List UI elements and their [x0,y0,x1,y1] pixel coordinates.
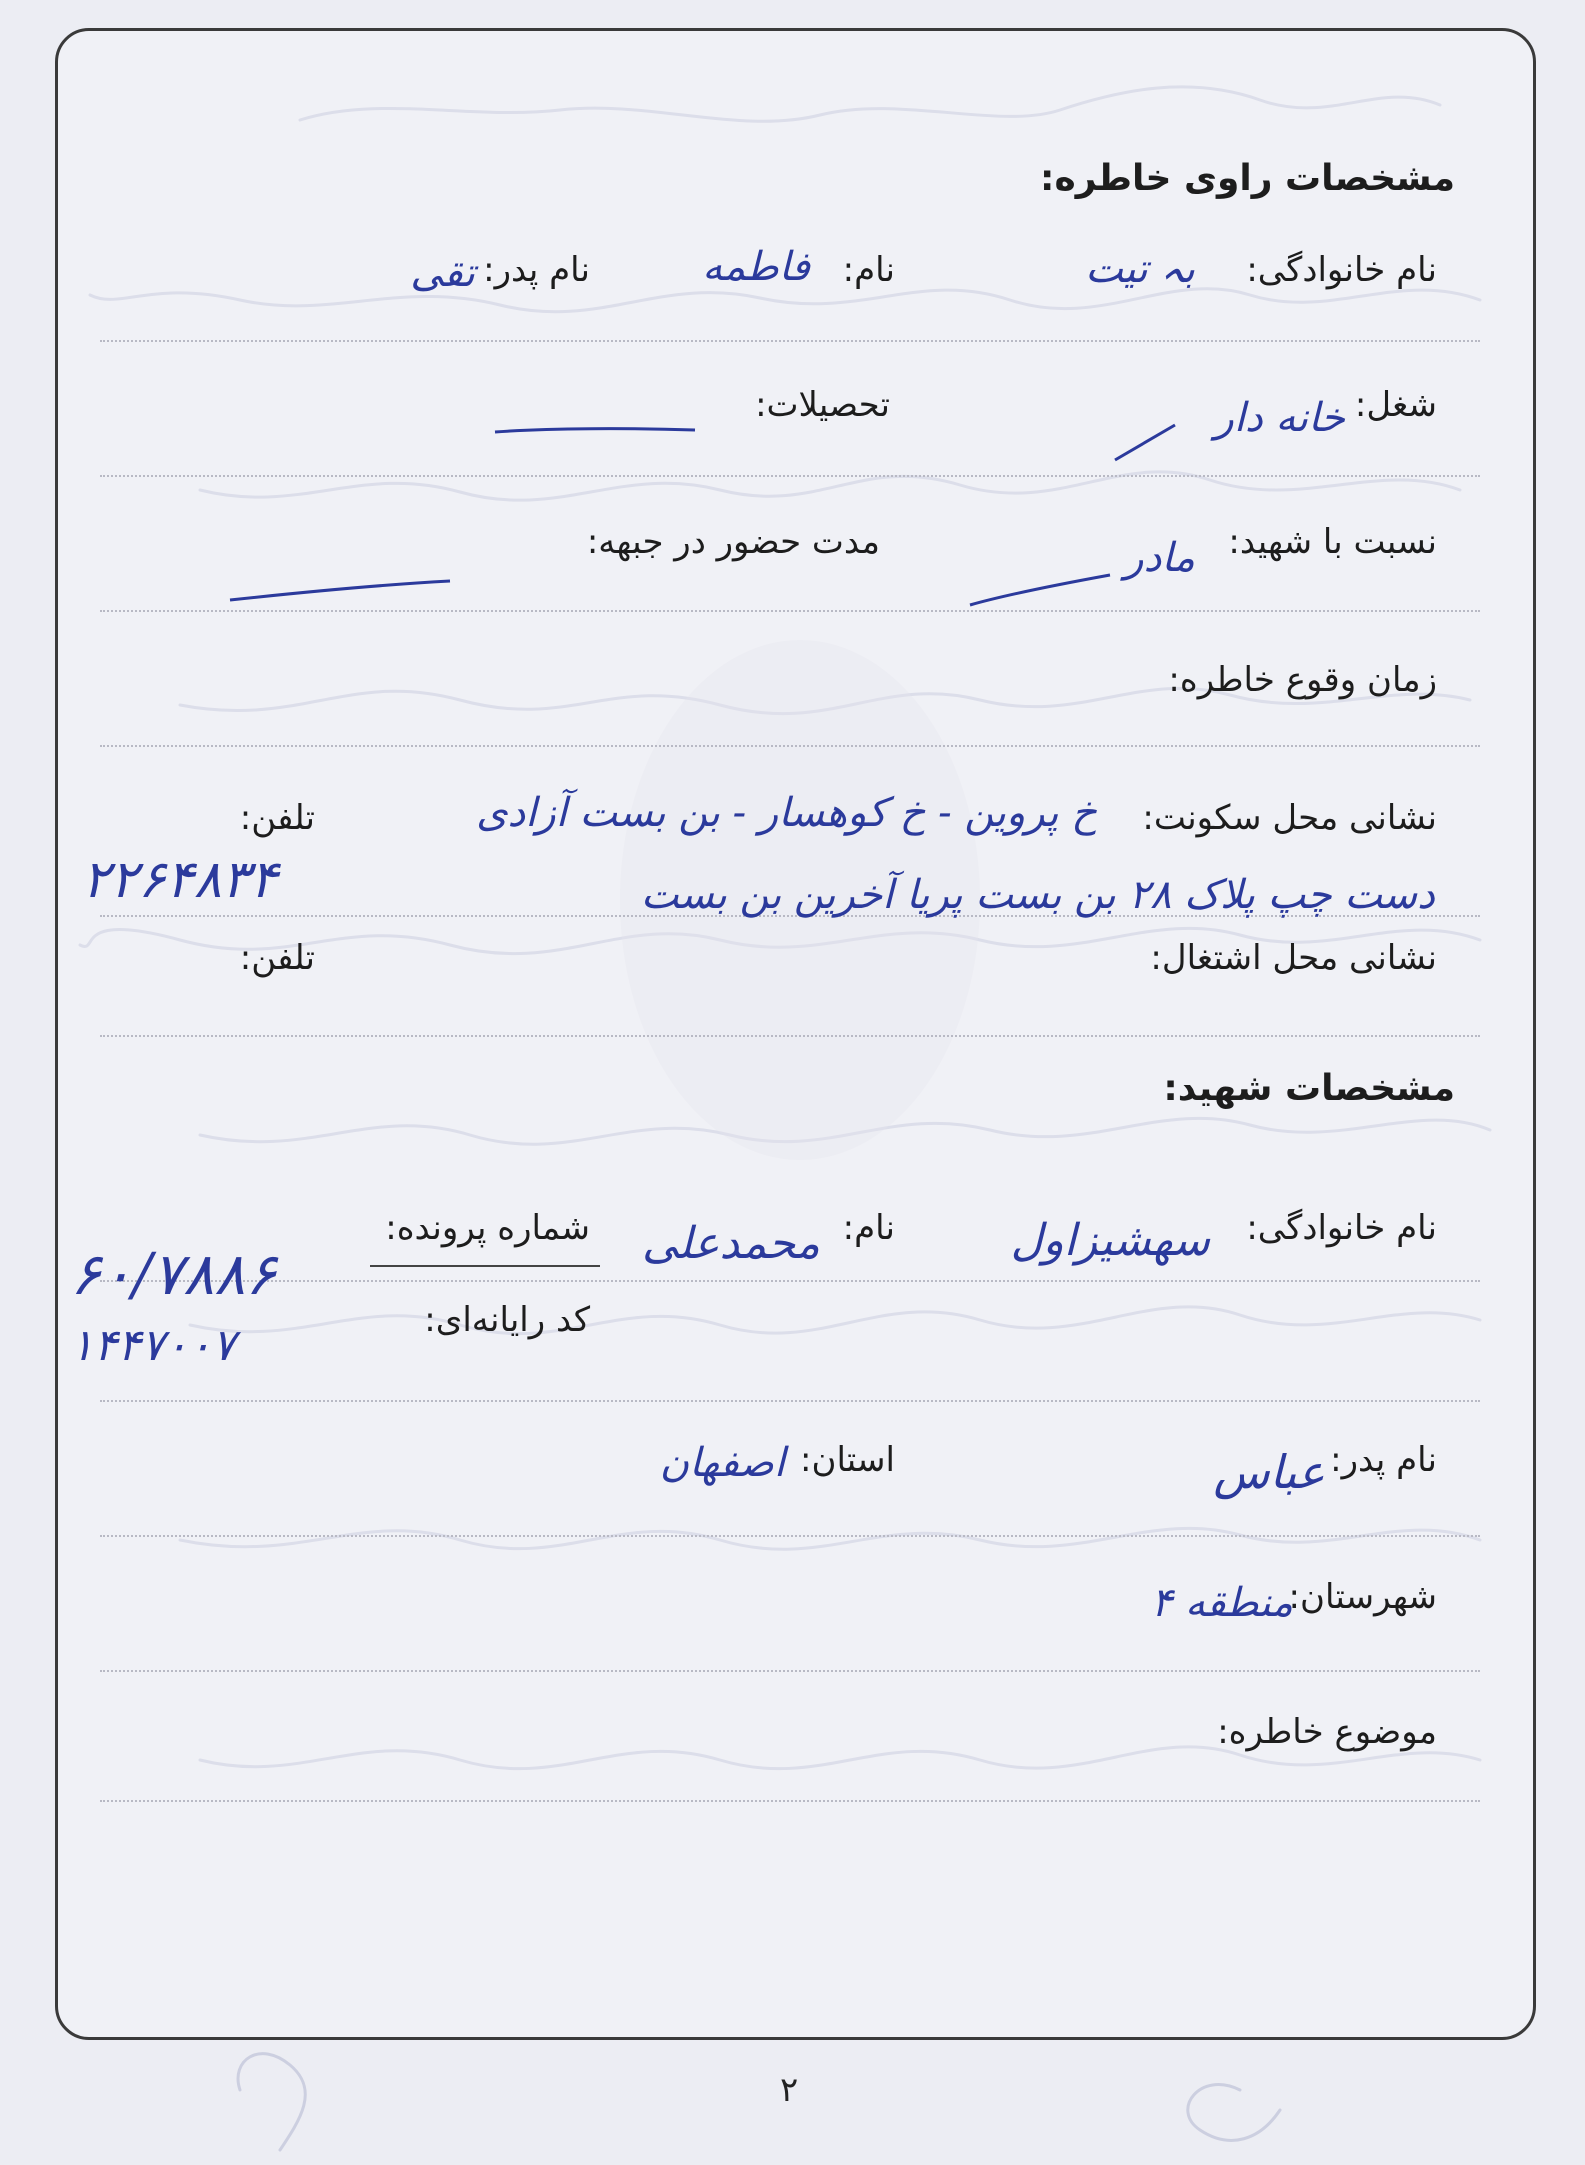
narrator-relation-value: مادر [1124,535,1195,581]
narrator-occupation-value: خانه دار [1214,395,1345,441]
file-number-underline [370,1265,600,1267]
narrator-phone-label-2: تلفن: [239,938,315,978]
education-stroke [490,420,700,440]
narrator-occupation-label: شغل: [1354,385,1437,425]
guide-line [100,1535,1480,1537]
martyr-family-name-label: نام خانوادگی: [1246,1208,1437,1248]
guide-line [100,1670,1480,1672]
front-duration-stroke [225,575,455,605]
narrator-family-name-label: نام خانوادگی: [1246,250,1437,290]
guide-line [100,340,1480,342]
guide-line [100,1035,1480,1037]
narrator-residence-label: نشانی محل سکونت: [1142,798,1437,838]
narrator-residence-value-line1: خ پروین - خ کوهسار - بن بست آزادی [476,790,1097,836]
guide-line [100,610,1480,612]
relation-stroke [965,565,1115,610]
narrator-work-address-label: نشانی محل اشتغال: [1150,938,1437,978]
narrator-father-name-label: نام پدر: [483,250,590,290]
narrator-father-name-value: تقی [410,250,475,296]
narrator-family-name-value: بہ تیت [1085,246,1195,292]
martyr-father-name-value: عباس [1213,1445,1325,1499]
narrator-front-duration-label: مدت حضور در جبهه: [586,522,880,562]
narrator-phone-label-1: تلفن: [239,798,315,838]
martyr-province-value: اصفهان [659,1440,785,1486]
martyr-name-label: نام: [842,1208,895,1248]
martyr-family-name-value: سهشیزاول [1010,1215,1210,1266]
guide-line [100,1400,1480,1402]
occupation-stroke [1110,420,1180,465]
martyr-father-name-label: نام پدر: [1330,1440,1437,1480]
narrator-residence-value-line2: دست چپ پلاک ۲۸ بن بست پریا آخرین بن بست [640,872,1435,918]
narrator-education-label: تحصیلات: [755,385,890,425]
martyr-memory-subject-label: موضوع خاطره: [1217,1712,1437,1752]
narrator-name-value: فاطمه [702,244,810,290]
guide-line [100,1800,1480,1802]
narrator-heading: مشخصات راوی خاطره: [1040,158,1455,199]
guide-line [100,475,1480,477]
narrator-memory-time-label: زمان وقوع خاطره: [1168,660,1437,700]
martyr-file-number-label: شماره پرونده: [385,1208,590,1248]
martyr-computer-code-value: ۱۴۴۷۰۰۷ [70,1320,236,1371]
martyr-province-label: استان: [800,1440,895,1480]
page-number: ۲ [780,2070,799,2110]
martyr-file-number-value: ۶۰/۷۸۸۶ [70,1240,277,1308]
narrator-name-label: نام: [842,250,895,290]
martyr-name-value: محمدعلی [642,1218,820,1269]
guide-line [100,1280,1480,1282]
martyr-heading: مشخصات شهید: [1163,1068,1455,1109]
guide-line [100,745,1480,747]
martyr-computer-code-label: کد رایانه‌ای: [424,1300,590,1340]
martyr-city-value: منطقه ۴ [1150,1580,1293,1626]
narrator-phone-value-1: ۲۲۶۴۸۳۴ [82,850,278,910]
martyr-city-label: شهرستان: [1288,1577,1437,1617]
narrator-relation-label: نسبت با شهید: [1228,522,1437,562]
